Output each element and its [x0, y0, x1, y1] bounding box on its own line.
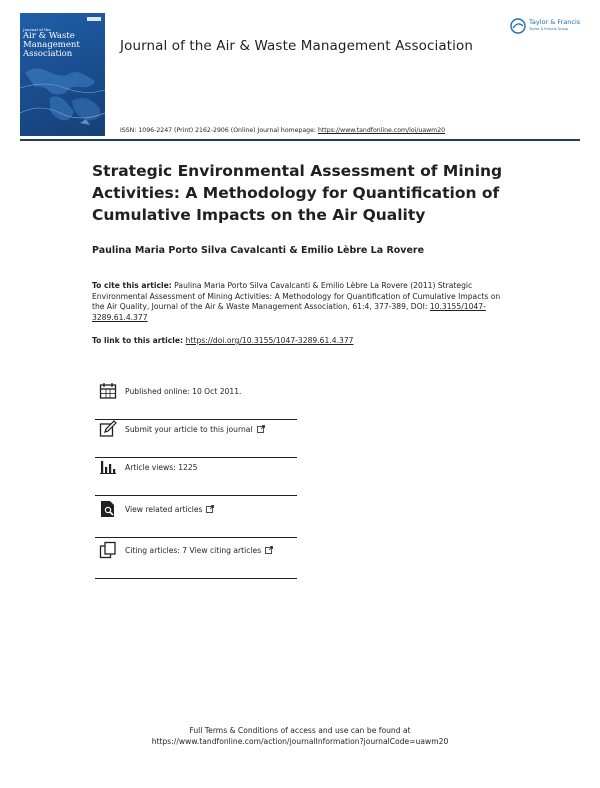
article-link-line — [92, 336, 353, 345]
edit-icon — [99, 420, 117, 438]
citing-articles-text: Citing articles: 7 View citing articles — [125, 546, 262, 555]
related-articles-link[interactable] — [125, 505, 214, 514]
submit-article-text: Submit your article to this journal — [125, 425, 253, 434]
cover-title: Journal of the Air & Waste Management Association — [23, 27, 80, 59]
external-link-icon — [206, 505, 214, 513]
journal-cover-image — [20, 13, 105, 136]
publisher-logo-icon — [510, 18, 526, 34]
bar-chart-icon — [99, 458, 117, 476]
footer-terms — [0, 726, 600, 747]
external-link-icon — [257, 425, 265, 433]
divider — [95, 578, 297, 580]
citation-label: To cite this article: — [92, 281, 172, 290]
article-views-item — [95, 458, 297, 496]
related-articles-icon — [99, 500, 117, 518]
calendar-icon — [99, 382, 117, 400]
article-views-text: Article views: 1225 — [125, 463, 198, 472]
related-articles-item[interactable] — [95, 500, 297, 538]
article-link-label: To link to this article: — [92, 336, 186, 345]
published-online-text: Published online: 10 Oct 2011. — [125, 387, 242, 396]
publisher-logo[interactable] — [510, 16, 582, 38]
submit-article-item[interactable] — [95, 420, 297, 458]
citation-block — [92, 281, 512, 323]
publisher-logo-name: Taylor & Francis — [529, 18, 581, 26]
journal-homepage-link[interactable]: https://www.tandfonline.com/loi/uawm20 — [317, 127, 446, 134]
footer-line-1: Full Terms & Conditions of access and use can be found at — [189, 726, 411, 735]
world-map-graphic — [20, 53, 105, 136]
publisher-logo-sub: Taylor & Francis Group — [529, 27, 569, 31]
published-online-item — [95, 382, 297, 420]
issn-text: ISSN: 1096-2247 (Print) 2162-2906 (Online) Journal homepage: — [120, 127, 318, 134]
external-link-icon — [265, 546, 273, 554]
doi-link[interactable]: 10.3155/1047-3289.61.4.377 — [92, 302, 486, 322]
cover-badge — [87, 17, 101, 21]
article-authors: Paulina Maria Porto Silva Cavalcanti & Emilio Lèbre La Rovere — [92, 245, 425, 256]
footer-terms-link[interactable]: https://www.tandfonline.com/action/journalInformation?journalCode=uawm20 — [151, 736, 449, 746]
journal-title: Journal of the Air & Waste Management Association — [120, 38, 474, 54]
citing-articles-icon — [99, 541, 117, 559]
header-divider — [20, 139, 580, 141]
citing-articles-item[interactable] — [95, 541, 297, 579]
submit-article-link[interactable] — [125, 425, 265, 434]
article-title: Strategic Environmental Assessment of Mining Activities: A Methodology for Quantification of Cumulative Impacts on the Air Quality — [92, 162, 503, 224]
issn-line — [120, 127, 445, 134]
divider — [95, 537, 297, 539]
citing-articles-link[interactable] — [125, 546, 273, 555]
divider — [95, 495, 297, 497]
article-doi-url-link[interactable]: https://doi.org/10.3155/1047-3289.61.4.377 — [185, 336, 354, 345]
related-articles-text: View related articles — [125, 505, 203, 514]
citation-text: Paulina Maria Porto Silva Cavalcanti & Emilio Lèbre La Rovere (2011) Strategic Environmental Assessment of Mining Activities: A Methodology for Quantification of Cumulative Impacts on the Air Quality, Journal of the Air & Waste Management Association, 61:4, 377-389, DOI: — [92, 281, 501, 311]
